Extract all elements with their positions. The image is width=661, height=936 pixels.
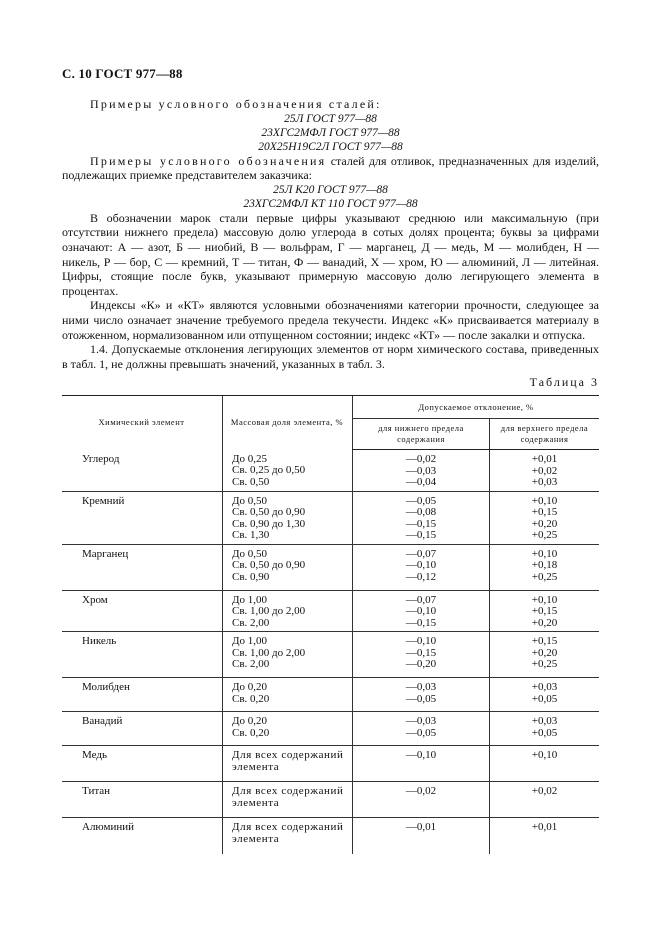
example-line: 20Х25Н19С2Л ГОСТ 977—88	[258, 140, 403, 153]
upper-deviation: +0,10	[531, 749, 558, 761]
table-row	[62, 544, 599, 590]
element-name: Углерод	[82, 452, 120, 465]
cell-element	[62, 544, 223, 590]
table-row	[62, 491, 599, 544]
table-row	[62, 590, 599, 632]
cell-upper	[490, 544, 600, 590]
mass-range: Св. 0,20	[232, 726, 270, 739]
cell-lower	[353, 782, 490, 818]
upper-deviation: +0,10	[531, 547, 558, 560]
cell-element	[62, 818, 223, 854]
upper-deviation: +0,20	[531, 616, 558, 629]
table-caption: Таблица 3	[529, 375, 599, 389]
upper-deviation: +0,02	[531, 785, 558, 797]
cell-upper	[490, 782, 600, 818]
lower-deviation: —0,03	[405, 715, 437, 727]
cell-element	[62, 782, 223, 818]
element-name: Медь	[82, 749, 107, 761]
upper-deviation: +0,25	[531, 570, 558, 583]
cell-upper	[490, 491, 600, 544]
upper-deviation: +0,03	[531, 715, 558, 727]
col-header-lower: для нижнего предела содержания	[353, 419, 490, 450]
cell-element	[62, 746, 223, 782]
cell-lower	[353, 678, 490, 712]
element-name: Кремний	[82, 494, 125, 507]
upper-deviation: +0,15	[531, 605, 558, 617]
cell-lower	[353, 632, 490, 678]
mass-range: Св. 0,90	[232, 570, 270, 583]
lower-deviation: —0,08	[405, 506, 437, 518]
table-row	[62, 450, 599, 492]
cell-mass	[223, 712, 353, 746]
mass-range: Св. 0,25 до 0,50	[232, 464, 306, 476]
paragraph-1-4: 1.4. Допускаемые отклонения легирующих элементов от норм химического состава, приведенных в табл. 1, не должны превышать значений, указанных в табл. 3.	[62, 342, 599, 371]
lower-deviation: —0,05	[405, 726, 437, 739]
upper-deviation: +0,05	[531, 726, 558, 739]
upper-deviation: +0,01	[531, 453, 558, 465]
lower-deviation: —0,12	[405, 570, 437, 583]
lower-deviation: —0,15	[405, 517, 437, 530]
lower-deviation: —0,03	[405, 464, 437, 477]
lower-deviation: —0,04	[405, 476, 437, 488]
upper-deviation: +0,20	[531, 646, 558, 659]
cell-lower	[353, 590, 490, 632]
element-name: Алюминий	[82, 821, 135, 833]
lower-deviation: —0,02	[405, 453, 437, 465]
mass-range: Св. 1,30	[232, 529, 270, 541]
mass-range: До 1,00	[232, 593, 268, 606]
upper-deviation: +0,10	[531, 593, 558, 606]
mass-range: Св. 1,00 до 2,00	[232, 605, 306, 617]
upper-deviation: +0,03	[531, 681, 558, 693]
mass-range: До 0,50	[232, 494, 268, 507]
example-line: 23ХГС2МФЛ ГОСТ 977—88	[261, 126, 400, 139]
mass-range: До 0,20	[232, 681, 268, 693]
examples-intro: Примеры условного обозначения сталей:	[90, 97, 382, 111]
body-text	[62, 97, 599, 371]
example-line: 25Л ГОСТ 977—88	[284, 112, 377, 125]
cell-lower	[353, 746, 490, 782]
element-name: Ванадий	[82, 715, 123, 727]
cell-mass	[223, 491, 353, 544]
cell-upper	[490, 712, 600, 746]
lower-deviation: —0,10	[405, 635, 437, 647]
examples-intro-2-spaced: Примеры условного обозначения	[90, 153, 327, 168]
col-header-deviation: Допускаемое отклонение, %	[353, 396, 600, 419]
cell-upper	[490, 818, 600, 854]
upper-deviation: +0,01	[531, 821, 558, 833]
element-name: Марганец	[82, 547, 129, 560]
table-row	[62, 818, 599, 854]
cell-element	[62, 678, 223, 712]
cell-upper	[490, 450, 600, 492]
page-header: С. 10 ГОСТ 977—88	[62, 66, 183, 81]
mass-range: Для всех содержаний элемента	[232, 821, 344, 845]
cell-mass	[223, 818, 353, 854]
col-header-mass: Массовая доля элемента, %	[223, 396, 353, 450]
cell-element	[62, 712, 223, 746]
mass-range: Для всех содержаний элемента	[232, 749, 344, 773]
lower-deviation: —0,05	[405, 692, 437, 705]
upper-deviation: +0,03	[531, 476, 558, 488]
lower-deviation: —0,20	[405, 658, 437, 670]
cell-mass	[223, 632, 353, 678]
cell-mass	[223, 590, 353, 632]
examples-intro-2-rest: сталей для отливок, предназначенных для изделий, подлежащих приемке представителем заказчика:	[62, 153, 599, 183]
mass-range: Для всех содержаний элемента	[232, 785, 344, 809]
cell-mass	[223, 678, 353, 712]
cell-mass	[223, 450, 353, 492]
lower-deviation: —0,10	[405, 559, 437, 571]
cell-element	[62, 450, 223, 492]
lower-deviation: —0,02	[405, 785, 437, 797]
cell-lower	[353, 544, 490, 590]
upper-deviation: +0,15	[531, 506, 558, 518]
element-name: Молибден	[82, 681, 130, 693]
cell-lower	[353, 450, 490, 492]
mass-range: Св. 1,00 до 2,00	[232, 646, 306, 659]
lower-deviation: —0,07	[405, 593, 437, 606]
cell-element	[62, 590, 223, 632]
cell-element	[62, 632, 223, 678]
examples-intro-2	[62, 154, 599, 183]
cell-upper	[490, 746, 600, 782]
lower-deviation: —0,15	[405, 646, 437, 659]
example-line: 23ХГС2МФЛ КТ 110 ГОСТ 977—88	[243, 197, 418, 210]
table-row	[62, 782, 599, 818]
upper-deviation: +0,25	[531, 529, 558, 541]
paragraph-indices: Индексы «К» и «КТ» являются условными обозначениями категории прочности, следующее за ними число означает значение требуемого предела текучести. Индекс «К» присваивается материалу в отожженном, нормализованном или отпущенном состоянии; индекс «КТ» — после закалки и отпуска.	[62, 298, 599, 342]
mass-range: До 0,20	[232, 715, 268, 727]
mass-range: Св. 0,50 до 0,90	[232, 506, 306, 518]
cell-element	[62, 491, 223, 544]
cell-mass	[223, 746, 353, 782]
table-body	[62, 450, 599, 854]
cell-upper	[490, 678, 600, 712]
lower-deviation: —0,01	[405, 821, 437, 833]
lower-deviation: —0,05	[405, 494, 437, 507]
mass-range: До 1,00	[232, 635, 268, 647]
lower-deviation: —0,10	[405, 605, 437, 617]
mass-range: До 0,25	[232, 452, 268, 465]
mass-range: Св. 0,90 до 1,30	[232, 517, 306, 530]
cell-lower	[353, 491, 490, 544]
upper-deviation: +0,25	[531, 658, 558, 670]
mass-range: Св. 2,00	[232, 616, 270, 629]
upper-deviation: +0,02	[531, 464, 558, 477]
table-row	[62, 712, 599, 746]
lower-deviation: —0,15	[405, 616, 437, 629]
col-header-upper: для верхнего предела содержания	[490, 419, 600, 450]
paragraph-grades: В обозначении марок стали первые цифры указывают среднюю или максимальную (при отсутствии нижнего предела) массовую долю углерода в сотых долях процента; буквы за цифрами означают: А — азот, Б — ниобий, В — вольфрам, Г — марганец, Д — медь, М — молибден, Н — никель, Р — бор, С — кремний, Т — титан, Ф — ванадий, Х — хром, Ю — алюминий, Л — литейная. Цифры, стоящие после букв, указывают примерную массовую долю легирующего элемента в процентах.	[62, 210, 599, 298]
table-row	[62, 632, 599, 678]
cell-mass	[223, 544, 353, 590]
element-name: Хром	[82, 593, 108, 606]
deviation-table	[62, 395, 599, 854]
table-row	[62, 678, 599, 712]
table-row	[62, 746, 599, 782]
element-name: Титан	[82, 785, 111, 797]
lower-deviation: —0,03	[405, 681, 437, 693]
mass-range: До 0,50	[232, 547, 268, 560]
cell-upper	[490, 590, 600, 632]
cell-lower	[353, 712, 490, 746]
lower-deviation: —0,15	[405, 529, 437, 541]
mass-range: Св. 0,50	[232, 475, 270, 488]
cell-lower	[353, 818, 490, 854]
mass-range: Св. 2,00	[232, 658, 270, 670]
lower-deviation: —0,10	[405, 749, 437, 761]
upper-deviation: +0,10	[531, 494, 558, 507]
cell-upper	[490, 632, 600, 678]
mass-range: Св. 0,20	[232, 692, 270, 705]
upper-deviation: +0,15	[531, 635, 558, 647]
element-name: Никель	[82, 635, 117, 647]
lower-deviation: —0,07	[405, 547, 437, 560]
upper-deviation: +0,05	[531, 692, 558, 705]
example-line: 25Л К20 ГОСТ 977—88	[273, 183, 388, 196]
col-header-element: Химический элемент	[62, 396, 223, 450]
cell-mass	[223, 782, 353, 818]
upper-deviation: +0,18	[531, 559, 558, 571]
mass-range: Св. 0,50 до 0,90	[232, 559, 306, 571]
upper-deviation: +0,20	[531, 517, 558, 530]
